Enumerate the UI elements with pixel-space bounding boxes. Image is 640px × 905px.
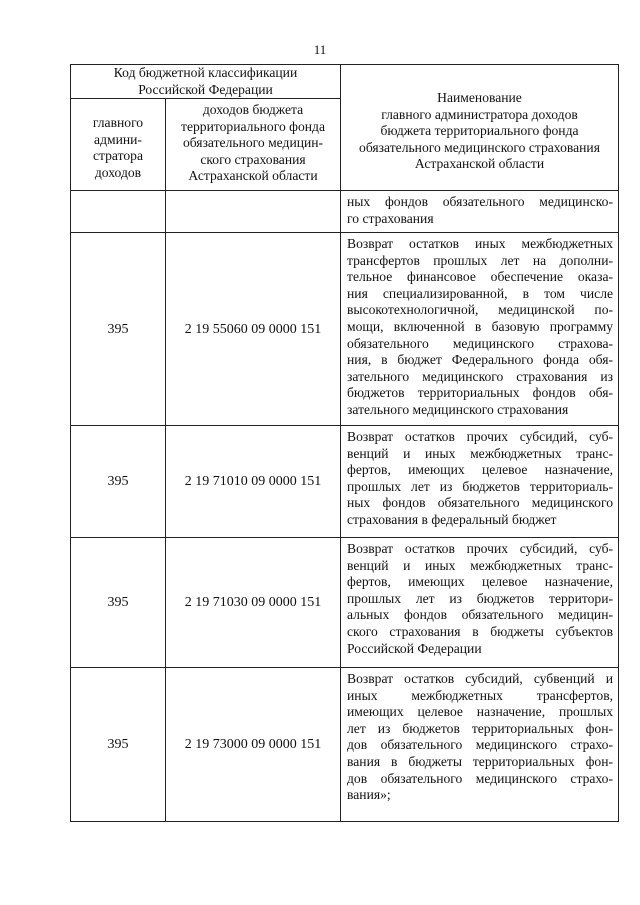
name-text-line: иных межбюджетных трансфертов, [347,687,614,703]
admin-code-cell: 395 [71,426,166,538]
income-header-line: доходов бюджета [202,102,304,118]
name-text-line: зательного медицинского страхования из [347,368,614,384]
name-header-line: Астраханской области [414,156,545,172]
name-header-line: главного администратора доходов [381,106,578,122]
income-column-header [166,99,341,191]
budget-code-cell: 2 19 55060 09 0000 151 [166,233,341,426]
code-group-header [71,65,341,99]
name-text-line: фертов, имеющих целевое назначение, [347,462,614,478]
name-text-line: лет из бюджетов территориальных фон- [347,720,614,736]
page-number: 11 [313,42,327,57]
name-text-line: Возврат остатков прочих субсидий, суб- [347,541,614,557]
admin-column-header [71,99,166,191]
admin-code-cell: 395 [71,233,166,426]
name-text-line: венций и иных межбюджетных транс- [347,445,614,461]
budget-code-cell [166,191,341,233]
name-text-line: Возврат остатков субсидий, субвенций и [347,671,614,687]
admin-code-cell: 395 [71,668,166,822]
income-name-cell [341,668,619,822]
name-text-line: высокотехнологичной, медицинской по- [347,302,614,318]
name-text-line: ского страхования в бюджеты субъектов [347,624,614,640]
name-text-line: страхования в федеральный бюджет [347,512,557,528]
admin-header-line: стратора [92,148,143,164]
table-row [71,426,619,538]
name-text-line: ных фондов обязательного медицинско- [347,194,614,210]
admin-code-cell: 395 [71,538,166,668]
budget-classification-table [70,64,619,822]
name-header-line: Наименование [437,90,522,106]
income-header-line: территориального фонда [181,118,325,134]
table-row [71,668,619,822]
name-text-line: ния, в бюджет Федерального фонда обя- [347,352,614,368]
name-text-line: венций и иных межбюджетных транс- [347,557,614,573]
name-text-line: фертов, имеющих целевое назначение, [347,574,614,590]
table-row [71,233,619,426]
name-text-line: обязательного медицинского страхова- [347,335,614,351]
name-text-line: вания в бюджеты территориальных фон- [347,754,614,770]
admin-header-line: админи- [94,131,142,147]
name-header-line: обязательного медицинского страхования [359,139,600,155]
budget-code-cell: 2 19 71010 09 0000 151 [166,426,341,538]
admin-header-line: доходов [94,164,142,180]
budget-code-cell: 2 19 71030 09 0000 151 [166,538,341,668]
name-text-line: прошлых лет из бюджетов территориаль- [347,478,614,494]
name-text-line: дов обязательного медицинского страхо- [347,770,614,786]
name-text-line: бюджетов территориальных фондов обя- [347,385,614,401]
income-name-cell [341,538,619,668]
income-header-line: Астраханской области [188,168,318,184]
name-text-line: трансфертов прошлых лет на дополни- [347,252,614,268]
budget-code-cell: 2 19 73000 09 0000 151 [166,668,341,822]
name-text-line: ния специализированной, в том числе [347,285,614,301]
name-text-line: Российской Федерации [347,640,482,656]
name-text-line: альных фондов обязательного медицин- [347,607,614,623]
name-text-line: Возврат остатков прочих субсидий, суб- [347,429,614,445]
header-row-top [71,65,619,99]
name-text-line: дов обязательного медицинского страхо- [347,737,614,753]
income-header-line: обязательного медицин- [182,135,324,151]
name-text-line: ных фондов обязательного медицинского [347,495,614,511]
code-group-header-line: Код бюджетной классификации [113,65,298,80]
income-name-cell [341,233,619,426]
code-group-header-line: Российской Федерации [138,81,273,97]
name-text-line: го страхования [347,210,434,226]
income-header-line: ского страхования [200,151,306,167]
name-text-line: Возврат остатков иных межбюджетных [347,236,614,252]
name-header-line: бюджета территориального фонда [380,123,579,139]
income-name-cell [341,426,619,538]
table-row [71,538,619,668]
name-text-line: зательного медицинского страхования [347,401,569,417]
name-text-line: вания»; [347,787,391,803]
income-name-cell [341,191,619,233]
admin-code-cell [71,191,166,233]
table-row [71,191,619,233]
name-column-header [341,65,619,191]
name-text-line: тельное финансовое обеспечение оказа- [347,269,614,285]
name-text-line: прошлых лет из бюджетов территори- [347,590,614,606]
name-text-line: имеющих целевое назначение, прошлых [347,704,614,720]
admin-header-line: главного [92,115,144,131]
name-text-line: мощи, включенной в базовую программу [347,319,614,335]
